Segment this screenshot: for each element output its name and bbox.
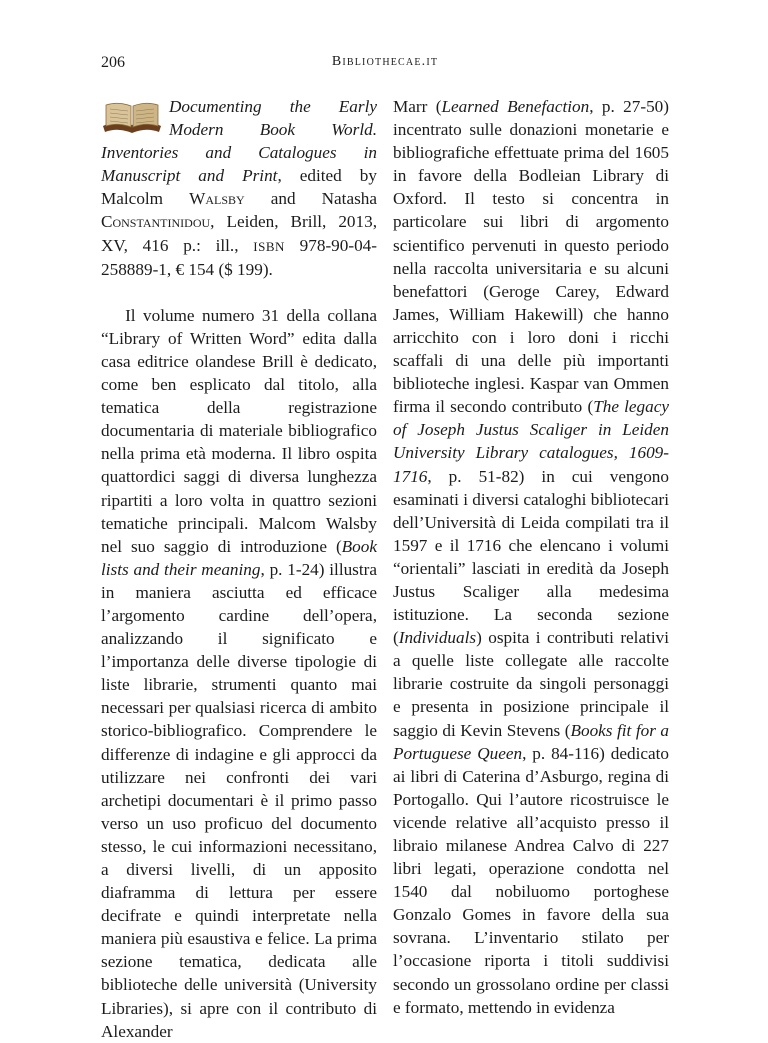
isbn-label: ISBN [253, 238, 285, 254]
review-body-continued: Marr (Learned Benefaction, p. 27-50) incentrato sulle donazioni monetarie e bibliografiche effettuate prima del 1605 in favore della Bodleian Library di Oxford. Il testo si concentra in particolare sui libri di argomento scientifico pervenuti in questo periodo nella raccolta universitaria e su alcuni benefattori (Geroge Carey, Edward James, William Hakewill) che hanno arricchito con i loro doni i ricchi scaffali di una delle più importanti biblioteche inglesi. Kaspar van Ommen firma il secondo contributo (The legacy of Joseph Justus Scaliger in Leiden University Library catalogues, 1609-1716, p. 51-82) in cui vengono esaminati i diversi cataloghi bibliotecari dell’Università di Leida compilati tra il 1597 e il 1716 che elencano i volumi “orientali” lasciati in eredità da Joseph Justus Scaliger alla medesima istituzione. La seconda sezione (Individuals) ospita i contributi relativi a quelle liste collegate alle raccolte librarie costruite da singoli personaggi e presenta in posizione principale il saggio di Kevin Stevens (Books fit for a Portuguese Queen, p. 84-116) dedicato ai libri di Caterina d’Asburgo, regina di Portogallo. Qui l’autore ricostruisce le vicende relative all’acquisto presso il libraio milanese Andrea Calvo di 227 libri legati, operazione condotta nel 1540 dal nobiluomo portoghese Gonzalo Gomes in favore della sua sovrana. L’inventario stilato per l’occasione riporta i titoli suddivisi secondo un grossolano ordine per classi e formato, mettendo in evidenza [393, 97, 670, 1017]
review-book-title: Documenting the Early Modern Book World. Inventories and Catalogues in Manuscript and Print [101, 97, 377, 186]
right-column [393, 95, 669, 1019]
review-body-paragraph: Il volume numero 31 della collana “Library of Written Word” edita dalla casa editrice olandese Brill è dedicato, come ben esplicato dal titolo, alla tematica della registrazione documentaria di materiale bibliografico nella prima età moderna. Il libro ospita quattordici saggi di diversa lunghezza ripartiti a loro volta in quattro sezioni tematiche principali. Malcom Walsby nel suo saggio di introduzione (Book lists and their meaning, p. 1-24) illustra in maniera asciutta ed efficace l’argomento cardine dell’opera, analizzando il significato e l’importanza delle diverse tipologie di liste librarie, strumenti quanto mai necessari per qualsiasi ricerca di ambito storico-bibliografico. Comprendere le differenze di indagine e gli approcci da utilizzare nei confronti dei vari archetipi documentari è il primo passo verso un uso proficuo del documento stesso, le cui informazioni necessitano, a diversi livelli, di un apposito diaframma di lettura per essere decifrate e quindi interpretate nella maniera più esaustiva e felice. La prima sezione tematica, dedicata alle biblioteche delle università (University Libraries), si apre con il contributo di Alexander [101, 305, 378, 1041]
left-column [101, 95, 377, 1043]
editor-surname: Constantinidou [101, 212, 211, 232]
page-number: 206 [101, 54, 125, 71]
open-book-icon [101, 99, 163, 135]
review-citation: Documenting the Early Modern Book World. Inventories and Catalogues in Manuscript and Print, edited by Malcolm Walsby and Natasha Constantinidou, Leiden, Brill, 2013, XV, 416 p.: ill., ISBN 978-90-04-258889-1, € 154 ($ 199). [101, 97, 378, 279]
editor-surname: Walsby [189, 189, 245, 209]
running-head: Bibliothecae.it [331, 54, 439, 69]
page-header [101, 54, 669, 78]
